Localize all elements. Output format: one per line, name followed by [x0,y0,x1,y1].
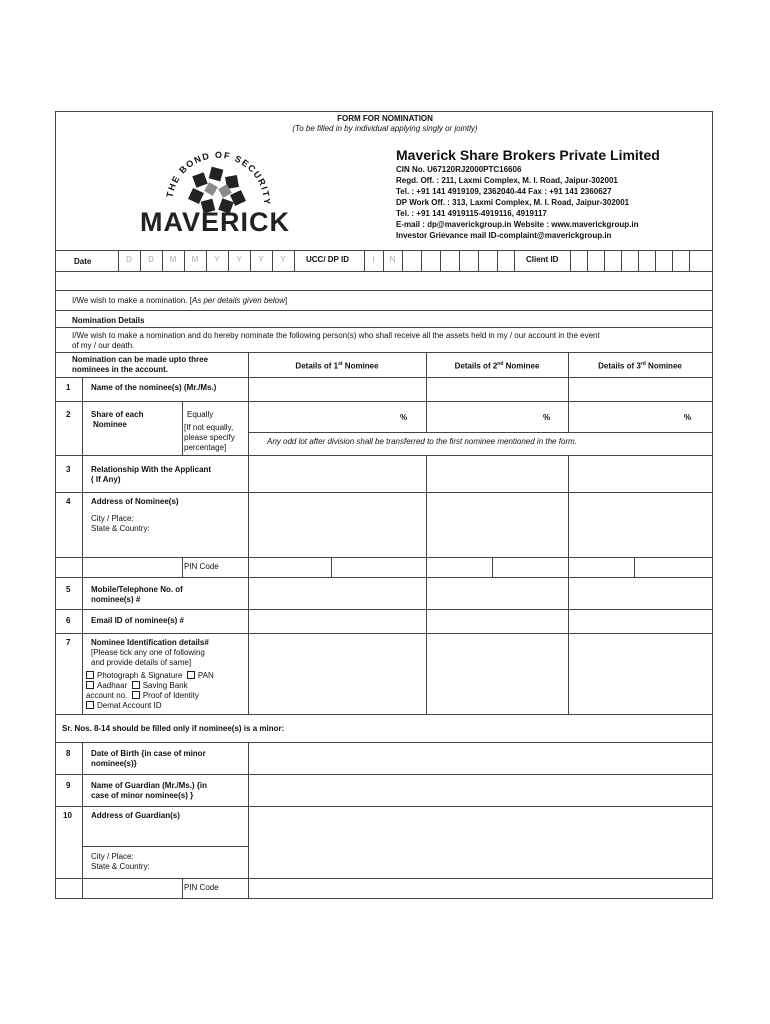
guardian-name-label-2: case of minor nominee(s) } [91,791,194,800]
company-cin: CIN No. U67120RJ2000PTC16606 [396,165,522,174]
nominee-2-name-field[interactable] [427,378,567,400]
outer-left-border [55,111,56,899]
id-options-row-2: Aadhaar Saving Bank [86,681,188,691]
row-number-3: 3 [66,465,71,474]
outer-right-border [712,111,713,899]
dob-label-2: nominee(s)} [91,759,137,768]
mobile-label-1: Mobile/Telephone No. of [91,585,183,594]
minor-dob-field[interactable] [249,743,711,773]
first-nominee-header: Details of 1st Nominee [295,361,379,371]
identification-instruction-2: and provide details of same] [91,658,192,667]
aadhaar-checkbox[interactable] [86,681,94,689]
nominee-state-label: State & Country: [91,524,150,533]
share-equally-label: Equally [187,410,214,419]
minor-note: Sr. Nos. 8-14 should be filled only if nominee(s) is a minor: [62,724,285,733]
identification-instruction-1: [Please tick any one of following [91,648,205,657]
ucc-dp-id-input[interactable]: I N [364,250,514,271]
demat-account-checkbox[interactable] [86,701,94,709]
nominee-address-label: Address of Nominee(s) [91,497,179,506]
share-note-2: please specify [184,433,235,442]
company-name: Maverick Share Brokers Private Limited [396,147,660,163]
row-number-8: 8 [66,749,71,758]
client-id-input[interactable] [570,250,712,271]
nominee-limit-note-1: Nomination can be made upto three [72,355,209,364]
mobile-label-2: nominee(s) # [91,595,141,604]
nominee-3-name-field[interactable] [569,378,711,400]
nominee-2-address-field[interactable] [427,493,567,556]
row-number-2: 2 [66,410,71,419]
nomination-statement-line-2: of my / our death. [72,341,135,350]
company-regd-office: Regd. Off. : 211, Laxmi Complex, M. I. Road, Jaipur-302001 [396,176,618,185]
outer-bottom-border [55,898,712,899]
guardian-address-field[interactable] [249,807,711,877]
row-number-6: 6 [66,616,71,625]
company-dp-office: DP Work Off. : 313, Laxmi Complex, M. I. Road, Jaipur-302001 [396,198,630,207]
nominee-city-label: City / Place: [91,514,134,523]
odd-lot-note: Any odd lot after division shall be transferred to the first nominee mentioned in the form. [267,437,577,446]
guardian-state-label: State & Country: [91,862,150,871]
email-label: Email ID of nominee(s) # [91,616,184,625]
pan-checkbox[interactable] [187,671,195,679]
row-number-9: 9 [66,781,71,790]
guardian-pin-code-label: PIN Code [184,883,219,892]
date-input[interactable]: D D M M Y Y Y Y [118,250,294,271]
relationship-label-1: Relationship With the Applicant [91,465,212,474]
id-options-row-4: Demat Account ID [86,701,161,711]
nominee-3-share-percent[interactable]: % [684,413,692,422]
ucc-dp-id-label: UCC/ DP ID [306,255,349,264]
form-title: FORM FOR NOMINATION [337,114,433,123]
nominee-3-address-field[interactable] [569,493,711,556]
row-number-7: 7 [66,638,71,647]
row-number-4: 4 [66,497,71,506]
nomination-statement-line-1: I/We wish to make a nomination and do hereby nominate the following person(s) who shall receive all the assets held in my / our account in the event [72,331,600,340]
nominee-3-relationship-field[interactable] [569,456,711,491]
company-telephone: Tel. : +91 141 4919109, 2362040-44 Fax : +91 141 2360627 [396,187,612,196]
photograph-signature-checkbox[interactable] [86,671,94,679]
svg-text:THE BOND OF SECURITY: THE BOND OF SECURITY [164,149,273,207]
proof-of-identity-checkbox[interactable] [132,691,140,699]
share-label-2: Nominee [93,420,127,429]
guardian-city-label: City / Place: [91,852,134,861]
row-number-10: 10 [63,811,72,820]
nominee-1-relationship-field[interactable] [249,456,425,491]
nominee-2-share-percent[interactable]: % [543,413,551,422]
nominee-limit-note-2: nominees in the account. [72,365,169,374]
third-nominee-header: Details of 3rd Nominee [598,361,682,371]
outer-top-border [55,111,712,112]
share-label-1: Share of each [91,410,144,419]
company-grievance-email: Investor Grievance mail ID-complaint@maverickgroup.in [396,231,612,240]
id-options-row-3: account no. Proof of Identity [86,691,199,700]
nominee-name-label: Name of the nominee(s) (Mr./Ms.) [91,383,217,392]
date-label: Date [74,257,92,266]
share-note-3: percentage] [184,443,227,452]
guardian-name-field[interactable] [249,775,711,805]
nominee-pin-code-label: PIN Code [184,562,219,571]
row-number-5: 5 [66,585,71,594]
client-id-label: Client ID [526,255,559,264]
company-telephone-2: Tel. : +91 141 4919115-4919116, 4919117 [396,209,547,218]
nomination-wish-statement: I/We wish to make a nomination. [As per details given below] [72,296,288,305]
identification-label: Nominee Identification details# [91,638,209,647]
relationship-label-2: ( If Any) [91,475,121,484]
row-number-1: 1 [66,383,71,392]
nomination-details-heading: Nomination Details [72,316,145,325]
dob-label-1: Date of Birth {in case of minor [91,749,206,758]
id-options-row-1: Photograph & Signature PAN [86,671,214,681]
saving-bank-checkbox[interactable] [132,681,140,689]
guardian-address-label: Address of Guardian(s) [91,811,180,820]
company-email-website: E-mail : dp@maverickgroup.in Website : www.maverickgroup.in [396,220,639,229]
nominee-1-share-percent[interactable]: % [400,413,408,422]
guardian-name-label-1: Name of Guardian (Mr./Ms.) {in [91,781,208,790]
maverick-logo [110,134,320,238]
second-nominee-header: Details of 2nd Nominee [454,361,540,371]
nominee-1-address-field[interactable] [249,493,425,556]
share-note-1: [If not equally, [184,423,234,432]
svg-text:MAVERICK: MAVERICK [139,207,291,237]
nominee-1-name-field[interactable] [249,378,425,400]
form-subtitle: (To be filled in by individual applying singly or jointly) [292,124,478,133]
nominee-2-relationship-field[interactable] [427,456,567,491]
